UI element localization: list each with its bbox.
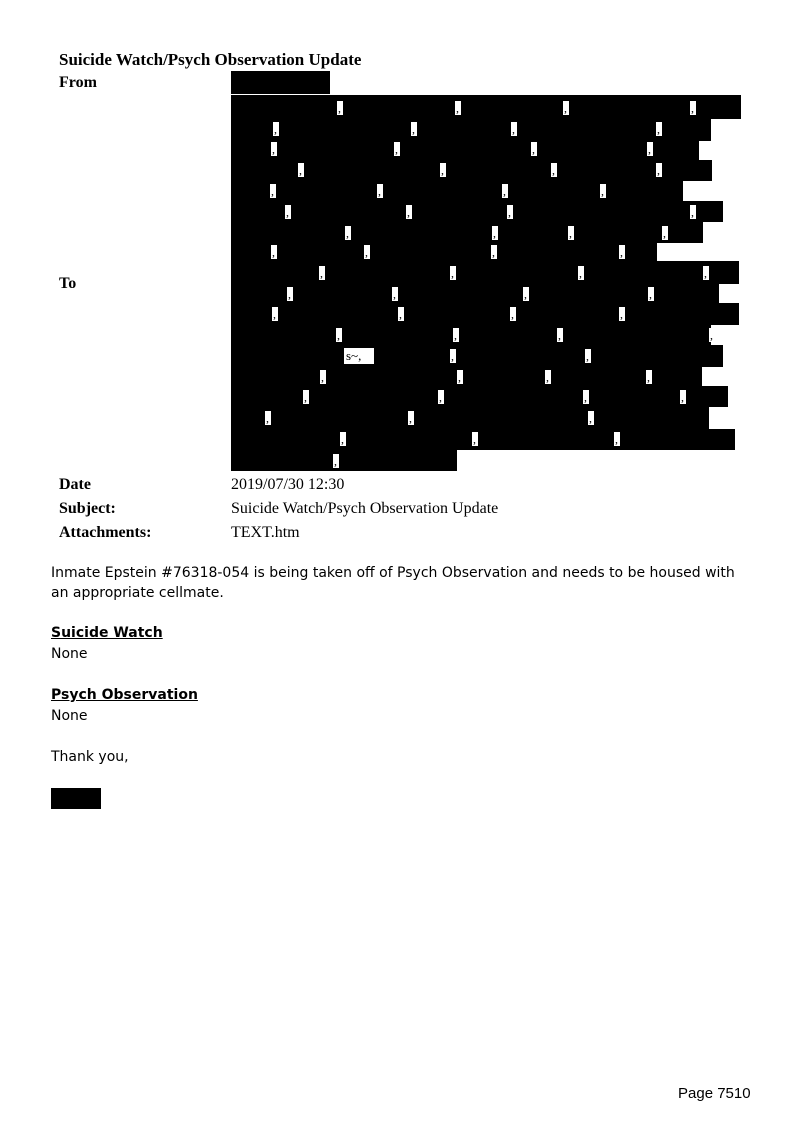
to-redaction-row [231,367,702,386]
redaction-gap [457,370,463,384]
to-redaction-row [231,201,723,222]
redaction-gap [333,454,339,468]
redaction-gap [648,287,654,301]
redaction-gap [345,226,351,240]
redaction-gap [551,163,557,177]
redaction-gap [272,307,278,321]
to-label: To [59,275,77,292]
redaction-gap [336,328,342,342]
redaction-gap [377,184,383,198]
redaction-gap [453,328,459,342]
date-value: 2019/07/30 12:30 [231,476,345,493]
redaction-gap [450,349,456,363]
redaction-gap [510,307,516,321]
redaction-gap [578,266,584,280]
psych-observation-heading: Psych Observation [51,687,198,703]
redaction-gap [440,163,446,177]
redaction-gap [647,142,653,156]
to-redaction-row [231,345,723,367]
redaction-gap [303,390,309,404]
redaction-gap [568,226,574,240]
redaction-gap [690,101,696,115]
redaction-gap [438,390,444,404]
to-redaction-row [231,325,711,345]
attachments-value: TEXT.htm [231,524,300,541]
redaction-gap [656,122,662,136]
redaction-gap [287,287,293,301]
redaction-gap [583,390,589,404]
redaction-gap [406,205,412,219]
redaction-gap [511,122,517,136]
redaction-gap [337,101,343,115]
redaction-gap [507,205,513,219]
from-redaction [231,71,330,94]
intro-paragraph: Inmate Epstein #76318-054 is being taken off of Psych Observation and needs to be housed with an appropriate cellmate. [51,565,735,601]
to-redaction-row [231,141,699,160]
redaction-gap [320,370,326,384]
redaction-gap [394,142,400,156]
redaction-gap [523,287,529,301]
redaction-gap [492,226,498,240]
to-redaction-row [231,181,683,201]
redaction-gap [265,411,271,425]
redaction-gap [319,266,325,280]
to-redaction-row [231,450,457,471]
to-redaction-row [231,119,711,141]
redaction-gap [600,184,606,198]
to-redaction-row [231,303,739,325]
redaction-gap [411,122,417,136]
redaction-gap [408,411,414,425]
redaction-gap [557,328,563,342]
redaction-gap [619,245,625,259]
redaction-gap [472,432,478,446]
redaction-gap [271,142,277,156]
signature-redaction [51,788,101,809]
attachments-label: Attachments: [59,524,152,541]
redaction-gap [614,432,620,446]
redaction-gap [273,122,279,136]
to-redaction-row [231,243,657,261]
redaction-gap [450,266,456,280]
document-title: Suicide Watch/Psych Observation Update [59,50,362,69]
redaction-gap [271,245,277,259]
to-redaction-row [231,222,703,243]
redaction-gap [662,226,668,240]
to-redaction-row [231,429,735,450]
redaction-gap [398,307,404,321]
to-redaction-row [231,95,741,119]
subject-label: Subject: [59,500,116,517]
redaction-gap [588,411,594,425]
to-redaction-row [231,284,719,303]
redaction-gap [285,205,291,219]
redaction-gap [690,205,696,219]
date-label: Date [59,476,91,493]
redaction-gap [680,390,686,404]
subject-value: Suicide Watch/Psych Observation Update [231,500,499,517]
redaction-gap [364,245,370,259]
redaction-gap [703,266,709,280]
redaction-gap [270,184,276,198]
to-redaction-row [231,261,739,284]
redaction-gap [709,328,715,342]
suicide-watch-heading: Suicide Watch [51,625,163,641]
redaction-gap [392,287,398,301]
redaction-gap [491,245,497,259]
closing-text: Thank you, [51,749,129,765]
psych-observation-value: None [51,708,88,724]
redaction-gap [563,101,569,115]
redaction-gap [298,163,304,177]
redaction-gap [585,349,591,363]
redaction-gap [656,163,662,177]
from-label: From [59,74,97,91]
to-redaction-row [231,407,709,429]
redaction-gap [646,370,652,384]
to-visible-fragment: s~, [344,348,374,364]
suicide-watch-value: None [51,646,88,662]
redaction-gap [502,184,508,198]
page-number: Page 7510 [678,1085,751,1102]
redaction-gap [340,432,346,446]
redaction-gap [531,142,537,156]
redaction-gap [619,307,625,321]
redaction-gap [545,370,551,384]
redaction-gap [455,101,461,115]
